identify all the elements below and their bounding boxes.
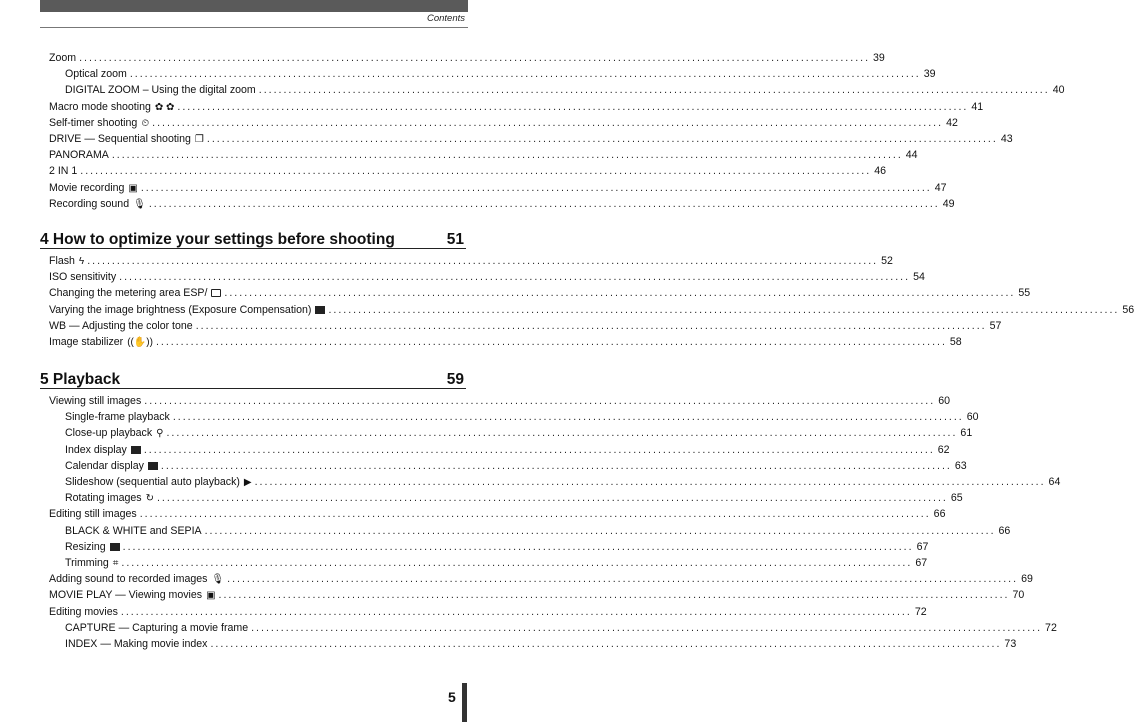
toc-entry[interactable]: [49, 147, 918, 163]
toc-entry-label: Optical zoom: [65, 68, 127, 81]
toc-entry-page: 47: [934, 181, 947, 194]
stabilizer-icon: ((✋)): [127, 337, 153, 348]
dot-leader: ................................................................................................................................................................: [80, 165, 872, 178]
toc-entry-page: 54: [913, 271, 925, 284]
toc-entry-page: 43: [1000, 133, 1013, 145]
dot-leader: ................................................................................................................................................................: [140, 181, 932, 194]
toc-entry-label: MOVIE PLAY — Viewing movies: [49, 589, 203, 602]
dot-leader: ................................................................................................................................................................: [254, 476, 1046, 488]
toc-entry[interactable]: [49, 334, 962, 350]
toc-entry[interactable]: [49, 180, 947, 196]
dot-leader: ................................................................................................................................................................: [206, 133, 998, 145]
section-4-title: 4 How to optimize your settings before shooting: [40, 231, 395, 248]
toc-entry[interactable]: [49, 131, 1013, 147]
trim-icon: ⌗: [112, 558, 119, 569]
section-5-rule: [40, 388, 466, 389]
section-5-title: 5 Playback: [40, 371, 121, 388]
section-4-page: 51: [446, 231, 464, 248]
toc-entry-page: 66: [933, 508, 946, 521]
page-header-title: Contents: [426, 13, 465, 24]
page-number: 5: [448, 689, 456, 705]
toc-entry-label: Editing movies: [49, 605, 118, 618]
toc-entry-page: 41: [971, 100, 984, 113]
toc-entry-label: Zoom: [49, 52, 77, 64]
movie-icon: ▣: [128, 182, 138, 194]
toc-entry[interactable]: [49, 253, 893, 269]
microphone-icon: 🎙: [133, 198, 146, 210]
toc-entry-page: 40: [1052, 84, 1065, 97]
toc-entry-label: Varying the image brightness (Exposure Compensation): [49, 303, 312, 316]
toc-entry-label: DIGITAL ZOOM – Using the digital zoom: [65, 84, 256, 97]
toc-entry-page: 57: [989, 319, 1002, 332]
toc-entry[interactable]: [65, 458, 967, 474]
toc-entry-page: 63: [954, 459, 967, 472]
spot-metering-icon: [211, 286, 221, 302]
toc-entry-page: 73: [1004, 638, 1017, 650]
toc-entry-label: ISO sensitivity: [49, 271, 117, 284]
dot-leader: ................................................................................................................................................................: [177, 100, 969, 113]
toc-entry[interactable]: [49, 604, 927, 620]
toc-entry-page: 55: [1018, 287, 1031, 300]
toc-entry[interactable]: [49, 99, 984, 115]
section-4-heading: [40, 225, 466, 249]
dot-leader: ................................................................................................................................................................: [328, 303, 1120, 316]
toc-entry-page: 39: [923, 68, 936, 81]
toc-entry[interactable]: [65, 82, 1065, 98]
toc-entry[interactable]: [49, 50, 885, 66]
toc-entry-page: 58: [949, 336, 962, 348]
dot-leader: ................................................................................................................................................................: [251, 621, 1043, 634]
toc-entry-label: Close-up playback: [65, 427, 153, 440]
dot-leader: ................................................................................................................................................................: [172, 411, 964, 424]
dot-leader: ................................................................................................................................................................: [204, 524, 996, 537]
dot-leader: ................................................................................................................................................................: [122, 540, 914, 553]
dot-leader: ................................................................................................................................................................: [129, 68, 921, 81]
toc-entry[interactable]: [65, 539, 929, 555]
toc-entry-label: Image stabilizer: [49, 336, 124, 348]
dot-leader: ................................................................................................................................................................: [152, 116, 944, 129]
toc-entry-label: Calendar display: [65, 459, 144, 472]
toc-entry-page: 60: [966, 411, 979, 424]
toc-entry-page: 56: [1122, 303, 1134, 316]
dot-leader: ................................................................................................................................................................: [79, 52, 871, 64]
toc-entry-page: 69: [1021, 573, 1033, 586]
toc-entry-label: DRIVE — Sequential shooting: [49, 133, 191, 145]
toc-entry-label: Flash: [49, 255, 75, 267]
toc-entry[interactable]: [49, 115, 958, 131]
toc-entry[interactable]: [65, 442, 950, 458]
toc-entry[interactable]: [65, 474, 1061, 490]
toc-entry-label: Single-frame playback: [65, 411, 170, 424]
sequential-icon: ❐: [194, 134, 204, 145]
flash-icon: ϟ: [78, 256, 85, 267]
toc-entry-label: BLACK & WHITE and SEPIA: [65, 524, 202, 537]
toc-entry-label: Rotating images: [65, 492, 142, 505]
toc-entry-page: 44: [905, 149, 918, 162]
toc-entry[interactable]: [65, 425, 973, 441]
header-rule: [40, 27, 468, 28]
dot-leader: ................................................................................................................................................................: [121, 557, 913, 569]
toc-entry[interactable]: [65, 555, 928, 571]
toc-entry-page: 61: [960, 427, 973, 440]
toc-entry[interactable]: [65, 66, 936, 82]
resize-icon: [110, 540, 120, 556]
toc-entry[interactable]: [49, 285, 1031, 301]
toc-entry-label: PANORAMA: [49, 149, 109, 162]
dot-leader: ................................................................................................................................................................: [144, 395, 936, 407]
toc-entry-label: Viewing still images: [49, 395, 142, 407]
toc-entry-label: Trimming: [65, 557, 109, 569]
toc-entry-label: CAPTURE — Capturing a movie frame: [65, 621, 249, 634]
dot-leader: ................................................................................................................................................................: [210, 638, 1002, 650]
toc-entry[interactable]: [49, 196, 955, 212]
slideshow-icon: ▶: [243, 477, 252, 488]
toc-entry-page: 39: [873, 52, 885, 64]
toc-entry[interactable]: [65, 409, 979, 425]
toc-entry-label: Self-timer shooting: [49, 116, 138, 129]
toc-entry[interactable]: [65, 523, 1011, 539]
toc-entry-label: Movie recording: [49, 181, 125, 194]
movie-icon: ▣: [206, 590, 216, 602]
toc-entry-label: WB — Adjusting the color tone: [49, 319, 193, 332]
dot-leader: ................................................................................................................................................................: [258, 84, 1050, 97]
toc-entry[interactable]: [49, 587, 1025, 603]
toc-entry-label: 2 IN 1: [49, 165, 78, 178]
index-icon: [131, 443, 141, 459]
toc-entry-page: 67: [916, 540, 929, 553]
toc-entry[interactable]: [65, 490, 963, 506]
microphone-icon: 🎙: [211, 574, 225, 586]
toc-entry-label: Editing still images: [49, 508, 137, 521]
section-4-rule: [40, 248, 466, 249]
calendar-icon: [148, 459, 158, 475]
toc-entry-label: INDEX — Making movie index: [65, 638, 208, 650]
dot-leader: ................................................................................................................................................................: [166, 427, 958, 440]
dot-leader: ................................................................................................................................................................: [143, 443, 935, 456]
toc-entry[interactable]: [49, 393, 950, 409]
section-5-heading: [40, 365, 466, 389]
toc-entry[interactable]: [65, 636, 1017, 652]
toc-entry-page: 52: [881, 255, 893, 267]
toc-entry-page: 42: [946, 116, 958, 129]
toc-entry-label: Slideshow (sequential auto playback): [65, 476, 240, 488]
exposure-icon: [315, 303, 325, 319]
toc-entry-label: Macro mode shooting: [49, 100, 151, 113]
dot-leader: ................................................................................................................................................................: [160, 459, 952, 472]
toc-entry-label: Changing the metering area ESP/: [49, 287, 208, 300]
dot-leader: ................................................................................................................................................................: [139, 508, 931, 521]
section-5-page: 59: [446, 371, 464, 388]
toc-entry-label: Index display: [65, 443, 127, 456]
page-edge-marker: [462, 683, 467, 722]
toc-entry[interactable]: [49, 571, 1033, 587]
toc-entry-page: 60: [938, 395, 950, 407]
dot-leader: ................................................................................................................................................................: [155, 336, 947, 348]
toc-entry[interactable]: [65, 620, 1057, 636]
toc-entry[interactable]: [49, 163, 886, 179]
dot-leader: ................................................................................................................................................................: [195, 319, 987, 332]
toc-entry-label: Recording sound: [49, 197, 130, 210]
toc-entry-page: 49: [942, 197, 955, 210]
dot-leader: ................................................................................................................................................................: [119, 271, 911, 284]
toc-entry-page: 65: [950, 492, 963, 505]
dot-leader: ................................................................................................................................................................: [120, 605, 912, 618]
toc-entry[interactable]: [49, 506, 946, 522]
rotate-icon: ↻: [145, 493, 154, 505]
dot-leader: ................................................................................................................................................................: [224, 287, 1016, 300]
toc-entry-page: 72: [914, 605, 927, 618]
dot-leader: ................................................................................................................................................................: [227, 573, 1019, 586]
dot-leader: ................................................................................................................................................................: [148, 197, 940, 210]
dot-leader: ................................................................................................................................................................: [87, 255, 879, 267]
toc-entry-label: Resizing: [65, 540, 106, 553]
macro-icon: ✿ ✿: [154, 101, 175, 113]
dot-leader: ................................................................................................................................................................: [111, 149, 903, 162]
magnifier-icon: ⚲: [156, 428, 164, 440]
toc-entry-page: 72: [1045, 621, 1057, 634]
toc-entry-label: Adding sound to recorded images: [49, 573, 208, 586]
dot-leader: ................................................................................................................................................................: [156, 492, 948, 505]
toc-entry-page: 62: [937, 443, 950, 456]
toc-entry-page: 70: [1012, 589, 1025, 602]
self-timer-icon: ⏲: [141, 117, 150, 129]
toc-entry-page: 66: [998, 524, 1011, 537]
toc-entry[interactable]: [49, 269, 925, 285]
dot-leader: ................................................................................................................................................................: [218, 589, 1010, 602]
toc-entry-page: 67: [915, 557, 928, 569]
toc-entry[interactable]: [49, 302, 1134, 318]
toc-entry-page: 46: [874, 165, 886, 178]
header-bar: [40, 0, 468, 12]
toc-entry-page: 64: [1048, 476, 1061, 488]
toc-entry[interactable]: [49, 318, 1002, 334]
